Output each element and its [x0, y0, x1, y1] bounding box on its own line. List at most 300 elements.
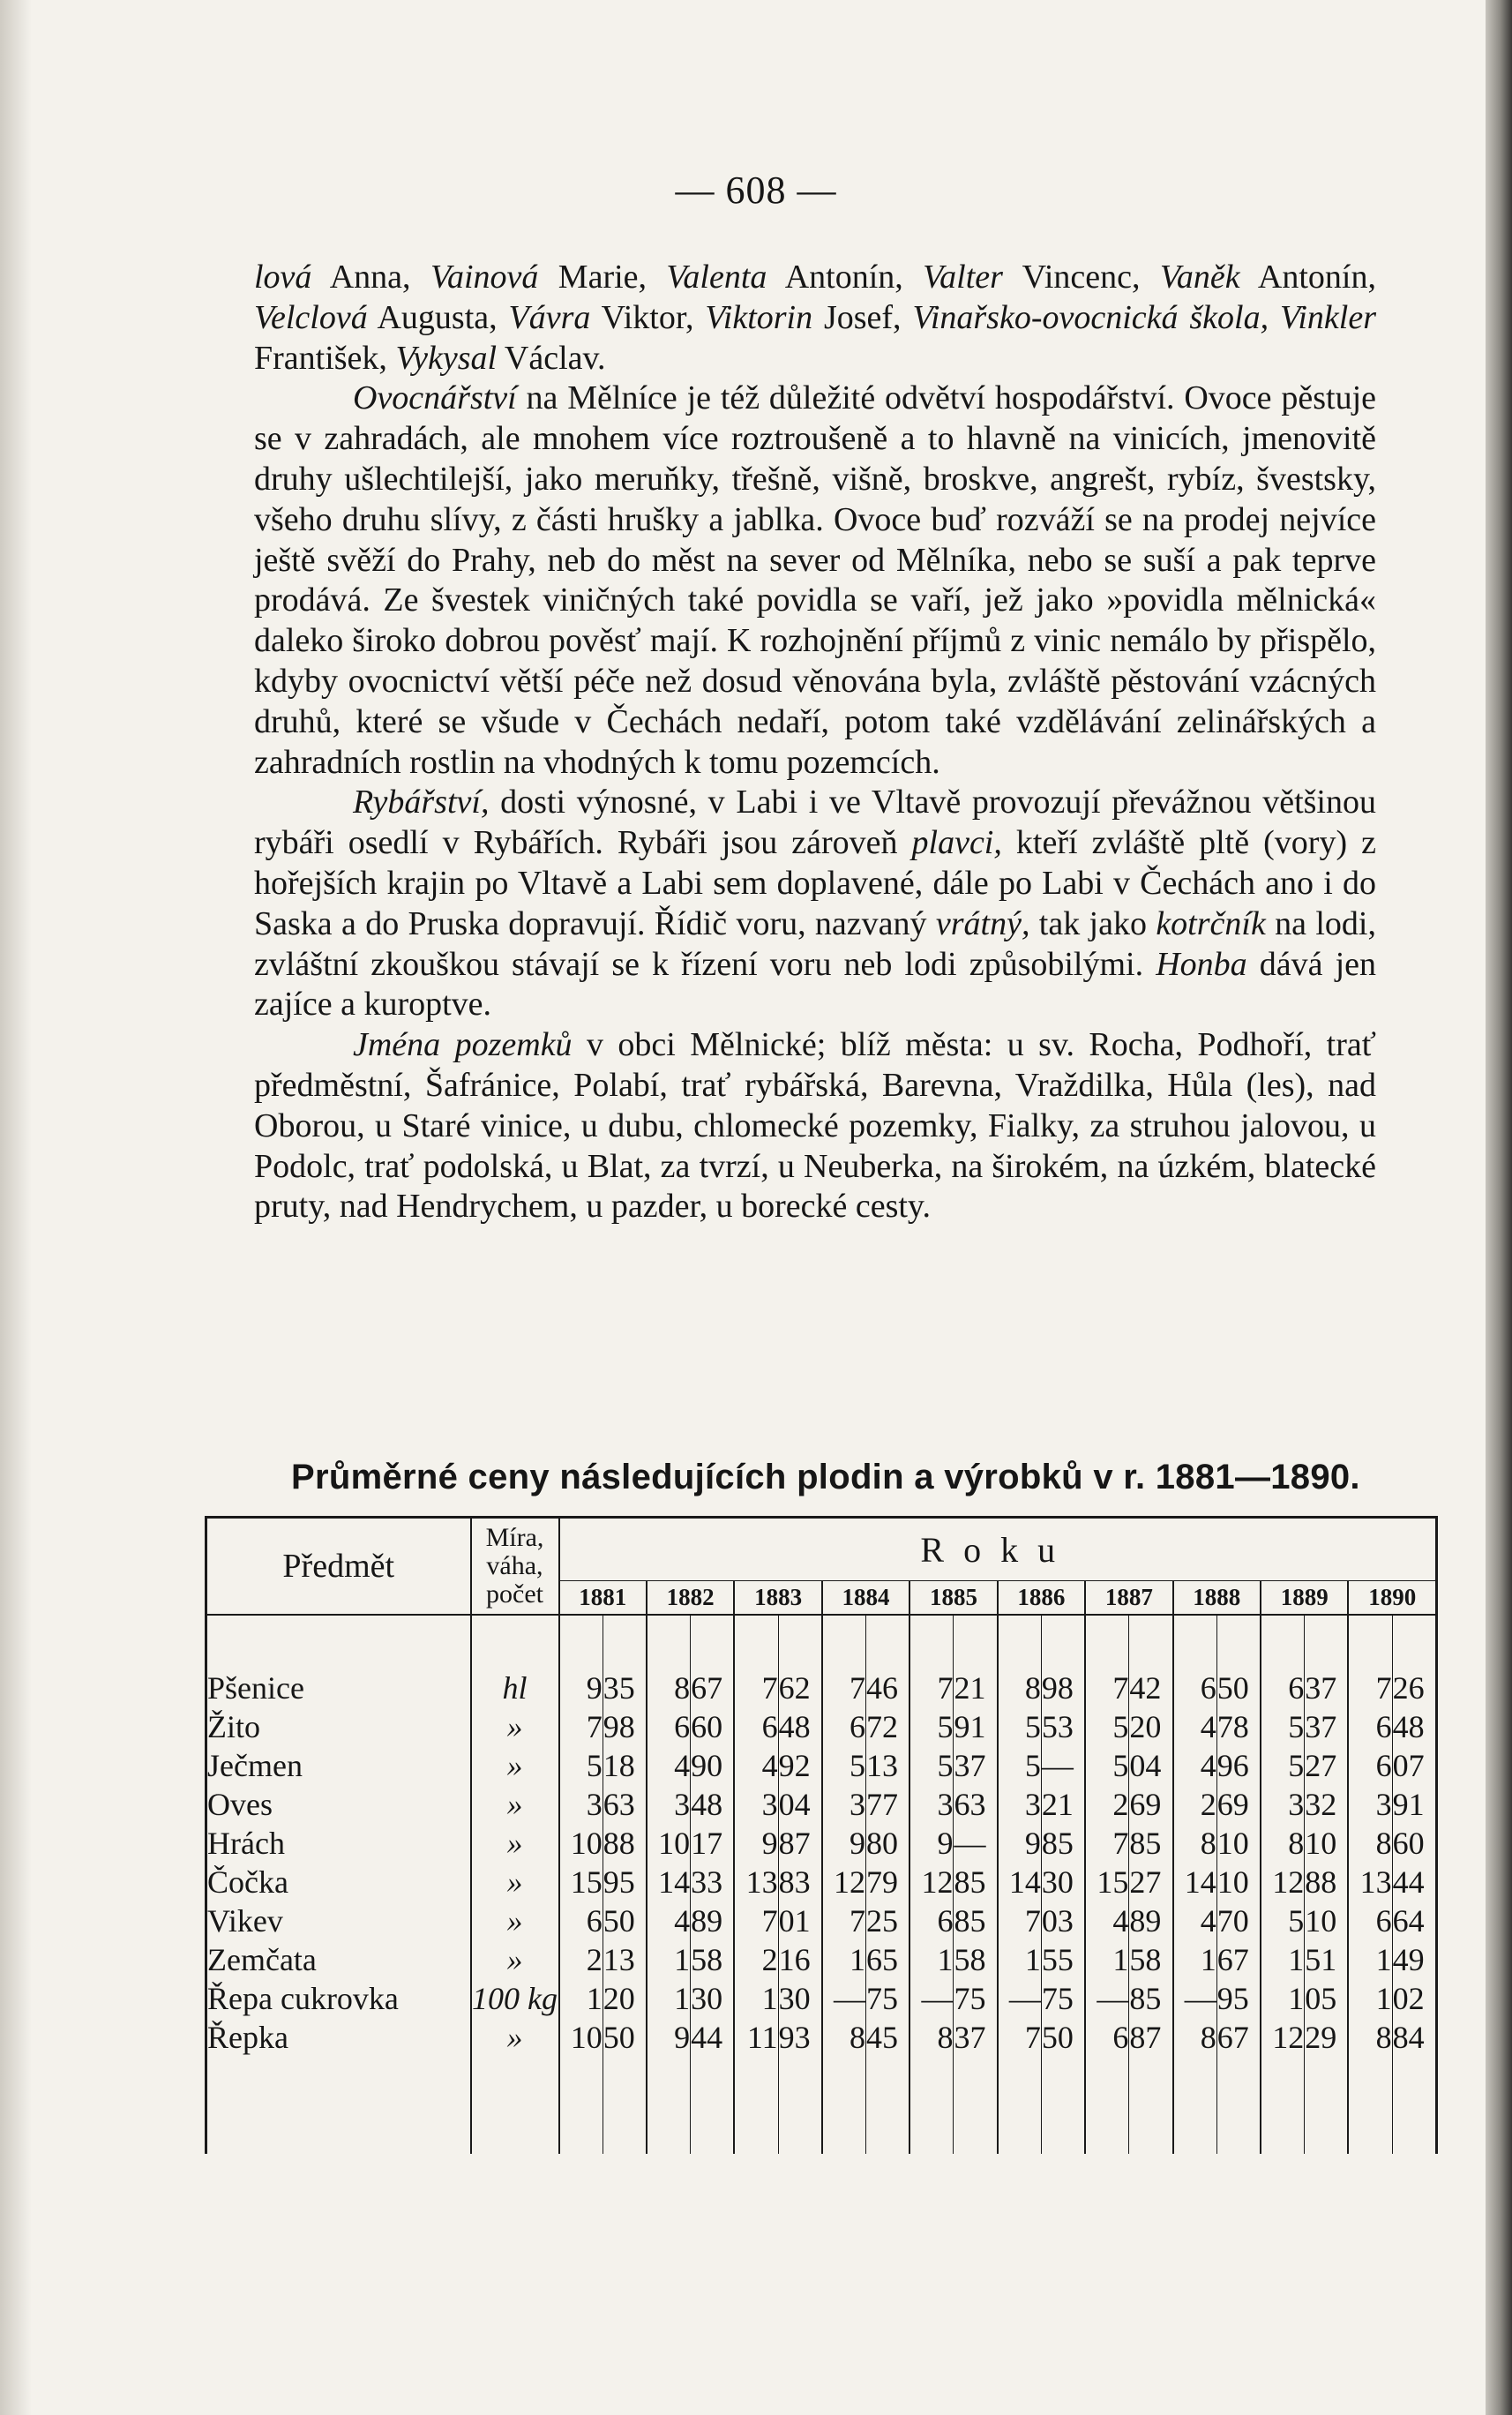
- price-whole: 1: [1261, 1979, 1305, 2018]
- spacer-cell: [1216, 1615, 1261, 1669]
- price-fraction: 75: [866, 1979, 910, 2018]
- price-whole: —: [1085, 1979, 1129, 2018]
- year-header: 1887: [1085, 1581, 1172, 1615]
- price-fraction: 93: [778, 2018, 822, 2057]
- price-whole: 12: [909, 1863, 954, 1901]
- italic-term: plavci,: [911, 824, 1002, 862]
- text-run: na lodi, zvláštní zkouškou stávají se k řízení voru neb lodi způsobilými.: [254, 904, 1376, 983]
- price-whole: 7: [1085, 1669, 1129, 1707]
- page-number: — 608 —: [675, 169, 837, 212]
- price-fraction: 01: [778, 1901, 822, 1940]
- price-fraction: 45: [866, 2018, 910, 2057]
- price-fraction: 10: [1305, 1901, 1349, 1940]
- price-whole: 9: [998, 1824, 1042, 1863]
- price-fraction: 75: [954, 1979, 998, 2018]
- price-fraction: 17: [691, 1824, 735, 1863]
- row-subject: Hrách: [206, 1824, 471, 1863]
- price-whole: 9: [647, 2018, 691, 2057]
- price-fraction: 35: [603, 1669, 647, 1707]
- price-whole: 1: [1173, 1940, 1217, 1979]
- text-run: Václav.: [497, 339, 606, 377]
- price-fraction: 48: [691, 1785, 735, 1824]
- price-whole: 3: [647, 1785, 691, 1824]
- price-fraction: 37: [1305, 1707, 1349, 1746]
- italic-term: Valenta: [666, 259, 767, 296]
- text-run: Vincenc,: [1002, 259, 1160, 296]
- price-whole: 10: [559, 1824, 603, 1863]
- spacer-cell: [1348, 1615, 1392, 1669]
- italic-term: kotrčník: [1156, 904, 1266, 942]
- price-fraction: 48: [1392, 1707, 1436, 1746]
- price-fraction: 46: [866, 1669, 910, 1707]
- price-fraction: 87: [1129, 2018, 1173, 2057]
- price-whole: 3: [1348, 1785, 1392, 1824]
- price-fraction: 96: [1216, 1746, 1261, 1785]
- italic-term: Honba: [1156, 945, 1247, 983]
- price-fraction: 16: [778, 1940, 822, 1979]
- price-whole: 1: [647, 1979, 691, 2018]
- text-run: Marie,: [538, 259, 667, 296]
- price-fraction: 67: [691, 1669, 735, 1707]
- row-unit: 100 kg: [472, 1981, 558, 2016]
- row-subject: Zemčata: [206, 1940, 471, 1979]
- price-whole: 1: [734, 1979, 778, 2018]
- price-whole: 10: [559, 2018, 603, 2057]
- paragraph: [254, 258, 1376, 379]
- price-fraction: 33: [691, 1863, 735, 1901]
- price-fraction: 62: [778, 1669, 822, 1707]
- price-fraction: 05: [1305, 1979, 1349, 2018]
- year-header: 1881: [559, 1581, 647, 1615]
- price-whole: 6: [1085, 2018, 1129, 2057]
- price-fraction: 25: [866, 1901, 910, 1940]
- padding-cell: [734, 2057, 778, 2154]
- price-whole: 14: [647, 1863, 691, 1901]
- italic-term: Velclová: [254, 298, 368, 336]
- padding-cell: [1305, 2057, 1349, 2154]
- price-fraction: 83: [778, 1863, 822, 1901]
- text-run: kteří zvláště pltě (vory) z hořejších krajin po Vltavě a Labi sem doplavené, dále po Labi v Čechách ano i do Saska a do Pruska dopravují. Řídič voru, nazvaný: [254, 824, 1376, 942]
- price-fraction: 50: [1041, 2018, 1085, 2057]
- price-whole: 5: [998, 1746, 1042, 1785]
- italic-term: Ovocnářství: [353, 379, 517, 417]
- paragraph: [254, 379, 1376, 783]
- price-whole: 9: [734, 1824, 778, 1863]
- price-fraction: 30: [1041, 1863, 1085, 1901]
- body-text: [254, 258, 1376, 1227]
- italic-term: Vaněk: [1159, 259, 1240, 296]
- price-whole: 3: [822, 1785, 866, 1824]
- price-fraction: 85: [1041, 1824, 1085, 1863]
- price-whole: 13: [1348, 1863, 1392, 1901]
- spacer-cell: [822, 1615, 866, 1669]
- padding-cell: [1348, 2057, 1392, 2154]
- price-whole: 15: [1085, 1863, 1129, 1901]
- price-fraction: 75: [1041, 1979, 1085, 2018]
- price-fraction: 67: [1216, 1940, 1261, 1979]
- price-whole: 1: [1348, 1940, 1392, 1979]
- price-whole: 6: [822, 1707, 866, 1746]
- padding-cell: [954, 2057, 998, 2154]
- row-subject: Oves: [206, 1785, 471, 1824]
- price-fraction: 29: [1305, 2018, 1349, 2057]
- price-whole: —: [1173, 1979, 1217, 2018]
- price-whole: 4: [1173, 1707, 1217, 1746]
- price-fraction: 10: [1216, 1863, 1261, 1901]
- price-fraction: 98: [603, 1707, 647, 1746]
- italic-term: Viktorin: [705, 298, 813, 336]
- padding-cell: [1041, 2057, 1085, 2154]
- price-whole: 1: [909, 1940, 954, 1979]
- price-fraction: 30: [691, 1979, 735, 2018]
- italic-term: lová: [254, 259, 312, 296]
- price-fraction: 30: [778, 1979, 822, 2018]
- price-whole: 15: [559, 1863, 603, 1901]
- price-fraction: 44: [691, 2018, 735, 2057]
- price-whole: 4: [647, 1746, 691, 1785]
- text-run: František,: [254, 339, 396, 377]
- price-fraction: 89: [691, 1901, 735, 1940]
- table-title: Průměrné ceny následujících plodin a výrobků v r. 1881—1890.: [291, 1458, 1360, 1496]
- price-fraction: 48: [778, 1707, 822, 1746]
- price-fraction: 50: [603, 2018, 647, 2057]
- text-run: Viktor,: [590, 298, 706, 336]
- spacer-cell: [1173, 1615, 1217, 1669]
- price-fraction: 65: [866, 1940, 910, 1979]
- price-fraction: 84: [1392, 2018, 1436, 2057]
- table-row: [206, 1824, 1437, 1863]
- spacer-cell: [471, 1615, 559, 1669]
- price-whole: 14: [1173, 1863, 1217, 1901]
- price-whole: 1: [647, 1940, 691, 1979]
- row-subject: Ječmen: [206, 1746, 471, 1785]
- price-whole: 7: [1085, 1824, 1129, 1863]
- price-fraction: 51: [1305, 1940, 1349, 1979]
- year-header: 1890: [1348, 1581, 1436, 1615]
- price-fraction: 49: [1392, 1940, 1436, 1979]
- text-run: na Mělníce je též důležité odvětví hospodářství. Ovoce pěstuje se v zahradách, ale mnohem více roztroušeně a to hlavně na vinicích, jmenovitě druhy ušlechtilejší, jako meruňky, třešně, višně, broskve, angrešt, rybíz, švestsky, všeho druhu slívy, z části hrušky a jablka. Ovoce buď rozváží se na prodej nejvíce ještě svěží do Prahy, neb do měst na sever od Mělníka, nebo se suší a pak teprve prodává. Ze švestek viničných také povidla se vaří, jež jako »povidla mělnická« daleko široko dobrou pověsť mají. K rozhojnění příjmů z vinic nemálo by přispělo, kdyby ovocnictví větší péče než dosud věnována byla, zvláště pěstování vzácných druhů, které se všude v Čechách nedaří, potom také vzdělávání zelinářských a zahradních rostlin na vhodných k tomu pozemcích.: [254, 379, 1376, 781]
- spacer-cell: [559, 1615, 603, 1669]
- price-whole: 9: [822, 1824, 866, 1863]
- price-whole: 12: [1261, 1863, 1305, 1901]
- price-fraction: 78: [1216, 1707, 1261, 1746]
- price-fraction: 03: [1041, 1901, 1085, 1940]
- padding-cell: [822, 2057, 866, 2154]
- price-whole: 7: [559, 1707, 603, 1746]
- italic-term: Vykysal: [395, 339, 498, 377]
- price-whole: 4: [1173, 1746, 1217, 1785]
- spacer-cell: [647, 1615, 691, 1669]
- price-whole: 1: [559, 1979, 603, 2018]
- price-fraction: 58: [954, 1940, 998, 1979]
- price-whole: 8: [998, 1669, 1042, 1707]
- text-run: dosti výnosné, v Labi i ve Vltavě provozují převážnou většinou rybáři osedlí v Rybářích. Rybáři jsou zároveň: [254, 784, 1376, 862]
- price-fraction: —: [954, 1824, 998, 1863]
- price-whole: 13: [734, 1863, 778, 1901]
- price-fraction: 95: [603, 1863, 647, 1901]
- year-header: 1882: [647, 1581, 734, 1615]
- row-unit: »: [471, 1707, 559, 1746]
- price-fraction: 72: [866, 1707, 910, 1746]
- price-fraction: 21: [1041, 1785, 1085, 1824]
- table-row: [206, 1940, 1437, 1979]
- padding-cell: [1392, 2057, 1436, 2154]
- price-fraction: 37: [954, 2018, 998, 2057]
- price-whole: 8: [909, 2018, 954, 2057]
- price-whole: 4: [734, 1746, 778, 1785]
- padding-cell: [1261, 2057, 1305, 2154]
- table-row: [206, 1979, 1437, 2018]
- padding-cell: [778, 2057, 822, 2154]
- page-edge: [1486, 0, 1512, 2415]
- header-subject: Předmět: [206, 1518, 471, 1616]
- price-fraction: 64: [1392, 1901, 1436, 1940]
- price-whole: 1: [1085, 1940, 1129, 1979]
- italic-term: Vávra: [508, 298, 591, 336]
- price-whole: 7: [734, 1669, 778, 1707]
- price-whole: 2: [1173, 1785, 1217, 1824]
- text-run: Josef,: [812, 298, 913, 336]
- header-years: Roku: [559, 1518, 1437, 1581]
- price-fraction: 90: [691, 1746, 735, 1785]
- price-whole: 3: [998, 1785, 1042, 1824]
- price-fraction: 44: [1392, 1863, 1436, 1901]
- padding-cell: [998, 2057, 1042, 2154]
- price-fraction: 02: [1392, 1979, 1436, 2018]
- price-whole: 6: [1348, 1707, 1392, 1746]
- table-row: [206, 1901, 1437, 1940]
- price-fraction: 10: [1305, 1824, 1349, 1863]
- padding-cell: [1129, 2057, 1173, 2154]
- row-subject: Čočka: [206, 1863, 471, 1901]
- year-header: 1885: [909, 1581, 997, 1615]
- price-whole: 7: [822, 1669, 866, 1707]
- row-unit: »: [471, 1746, 559, 1785]
- price-fraction: 27: [1129, 1863, 1173, 1901]
- price-whole: 5: [1261, 1746, 1305, 1785]
- padding-cell: [471, 2057, 559, 2154]
- price-whole: 6: [1348, 1746, 1392, 1785]
- price-whole: 4: [1173, 1901, 1217, 1940]
- text-run: v obci Mělnické; blíž města: u sv. Rocha, Podhoří, trať předměstní, Šafránice, Polabí, trať rybářská, Barevna, Vraždilka, Hůla (les), nad Oborou, u Staré vinice, u dubu, chlomecké pozemky, Fialky, za struhou jalovou, u Podolc, trať podolská, u Blat, za tvrzí, u Neuberka, na širokém, na úzkém, blatecké pruty, nad Hendrychem, u pazder, u borecké cesty.: [254, 1026, 1376, 1226]
- table-row: [206, 1863, 1437, 1901]
- italic-term: Jména pozemků: [353, 1026, 573, 1064]
- price-whole: 2: [1085, 1785, 1129, 1824]
- paragraph: [254, 1025, 1376, 1227]
- price-whole: 1: [1348, 1979, 1392, 2018]
- price-whole: 6: [647, 1707, 691, 1746]
- price-whole: 7: [822, 1901, 866, 1940]
- price-fraction: 27: [1305, 1746, 1349, 1785]
- spacer-cell: [206, 1615, 471, 1669]
- price-fraction: 85: [954, 1901, 998, 1940]
- row-unit: »: [471, 2018, 559, 2057]
- padding-cell: [647, 2057, 691, 2154]
- price-fraction: 55: [1041, 1940, 1085, 1979]
- price-whole: 1: [822, 1940, 866, 1979]
- spacer-cell: [1392, 1615, 1436, 1669]
- price-fraction: 37: [954, 1746, 998, 1785]
- italic-term: Vainová: [430, 259, 539, 296]
- row-subject: Vikev: [206, 1901, 471, 1940]
- row-subject: Žito: [206, 1707, 471, 1746]
- year-header: 1884: [822, 1581, 909, 1615]
- row-subject: Pšenice: [206, 1669, 471, 1707]
- price-whole: 7: [1348, 1669, 1392, 1707]
- price-whole: 8: [647, 1669, 691, 1707]
- year-header: 1888: [1173, 1581, 1261, 1615]
- price-whole: 8: [1261, 1824, 1305, 1863]
- price-fraction: 80: [866, 1824, 910, 1863]
- row-unit: »: [471, 1785, 559, 1824]
- price-whole: 7: [998, 1901, 1042, 1940]
- price-whole: 5: [1085, 1707, 1129, 1746]
- price-whole: 6: [1173, 1669, 1217, 1707]
- padding-cell: [1173, 2057, 1217, 2154]
- price-whole: 8: [1348, 2018, 1392, 2057]
- price-whole: 8: [822, 2018, 866, 2057]
- spacer-cell: [909, 1615, 954, 1669]
- price-whole: 5: [822, 1746, 866, 1785]
- padding-cell: [559, 2057, 603, 2154]
- price-whole: 10: [647, 1824, 691, 1863]
- italic-term: Valter: [923, 259, 1003, 296]
- price-fraction: 37: [1305, 1669, 1349, 1707]
- price-fraction: 69: [1129, 1785, 1173, 1824]
- price-fraction: 13: [866, 1746, 910, 1785]
- spacer-cell: [998, 1615, 1042, 1669]
- price-whole: 1: [998, 1940, 1042, 1979]
- price-whole: —: [822, 1979, 866, 2018]
- year-header: 1883: [734, 1581, 821, 1615]
- price-fraction: 42: [1129, 1669, 1173, 1707]
- price-whole: 3: [1261, 1785, 1305, 1824]
- price-whole: 7: [998, 2018, 1042, 2057]
- price-whole: 4: [1085, 1901, 1129, 1940]
- price-whole: 8: [1173, 1824, 1217, 1863]
- italic-term: vrátný,: [935, 904, 1030, 942]
- price-fraction: 69: [1216, 1785, 1261, 1824]
- price-whole: 3: [909, 1785, 954, 1824]
- price-whole: 5: [1085, 1746, 1129, 1785]
- spacer-cell: [1041, 1615, 1085, 1669]
- row-unit: »: [471, 1901, 559, 1940]
- spacer-cell: [734, 1615, 778, 1669]
- price-fraction: 67: [1216, 2018, 1261, 2057]
- year-header: 1886: [998, 1581, 1085, 1615]
- header-unit-line: počet: [486, 1579, 543, 1609]
- table-bottom-padding: [206, 2057, 1437, 2154]
- price-fraction: 63: [603, 1785, 647, 1824]
- price-fraction: 07: [1392, 1746, 1436, 1785]
- price-whole: 6: [559, 1901, 603, 1940]
- price-fraction: 50: [1216, 1669, 1261, 1707]
- price-fraction: 60: [1392, 1824, 1436, 1863]
- header-unit-line: Míra,: [485, 1523, 544, 1552]
- price-whole: 8: [1173, 2018, 1217, 2057]
- padding-cell: [909, 2057, 954, 2154]
- price-fraction: 87: [778, 1824, 822, 1863]
- italic-term: Vinařsko-ovocnická škola, Vinkler: [912, 298, 1376, 336]
- price-whole: 5: [909, 1707, 954, 1746]
- row-unit: hl: [471, 1669, 559, 1707]
- table-row: [206, 1707, 1437, 1746]
- price-fraction: 70: [1216, 1901, 1261, 1940]
- price-whole: 7: [734, 1901, 778, 1940]
- price-whole: —: [909, 1979, 954, 2018]
- price-whole: 9: [909, 1824, 954, 1863]
- spacer-cell: [778, 1615, 822, 1669]
- price-whole: 7: [909, 1669, 954, 1707]
- spacer-cell: [1261, 1615, 1305, 1669]
- padding-cell: [206, 2057, 471, 2154]
- price-fraction: 26: [1392, 1669, 1436, 1707]
- spacer-cell: [954, 1615, 998, 1669]
- price-fraction: 50: [603, 1901, 647, 1940]
- price-fraction: 20: [1129, 1707, 1173, 1746]
- price-fraction: 95: [1216, 1979, 1261, 2018]
- price-fraction: 85: [954, 1863, 998, 1901]
- spacer-cell: [1085, 1615, 1129, 1669]
- table-row: [206, 1669, 1437, 1707]
- price-fraction: 10: [1216, 1824, 1261, 1863]
- price-whole: 6: [734, 1707, 778, 1746]
- padding-cell: [866, 2057, 910, 2154]
- price-whole: 5: [559, 1746, 603, 1785]
- price-whole: 3: [559, 1785, 603, 1824]
- price-whole: 2: [559, 1940, 603, 1979]
- text-run: tak jako: [1029, 904, 1156, 942]
- table-row: [206, 1785, 1437, 1824]
- price-fraction: 79: [866, 1863, 910, 1901]
- table-row: [206, 2018, 1437, 2057]
- price-fraction: 20: [603, 1979, 647, 2018]
- paragraph: [254, 783, 1376, 1025]
- text-run: Antonín,: [1239, 259, 1376, 296]
- price-table: [205, 1516, 1438, 2154]
- price-fraction: 88: [1305, 1863, 1349, 1901]
- price-fraction: 21: [954, 1669, 998, 1707]
- header-unit-line: váha,: [486, 1551, 543, 1580]
- price-whole: 8: [1348, 1824, 1392, 1863]
- price-whole: 9: [559, 1669, 603, 1707]
- price-whole: 6: [909, 1901, 954, 1940]
- spacer-cell: [866, 1615, 910, 1669]
- spine-shadow: [0, 0, 32, 2415]
- price-fraction: 85: [1129, 1824, 1173, 1863]
- price-whole: 5: [1261, 1901, 1305, 1940]
- price-fraction: 04: [1129, 1746, 1173, 1785]
- price-fraction: 77: [866, 1785, 910, 1824]
- italic-term: Rybářství,: [353, 784, 490, 821]
- price-whole: 3: [734, 1785, 778, 1824]
- price-fraction: —: [1041, 1746, 1085, 1785]
- row-unit: »: [471, 1940, 559, 1979]
- price-fraction: 60: [691, 1707, 735, 1746]
- price-fraction: 53: [1041, 1707, 1085, 1746]
- price-fraction: 13: [603, 1940, 647, 1979]
- padding-cell: [1085, 2057, 1129, 2154]
- row-unit: »: [471, 1824, 559, 1863]
- price-fraction: 58: [691, 1940, 735, 1979]
- spacer-cell: [1129, 1615, 1173, 1669]
- spacer-cell: [691, 1615, 735, 1669]
- price-fraction: 32: [1305, 1785, 1349, 1824]
- price-fraction: 91: [954, 1707, 998, 1746]
- price-fraction: 98: [1041, 1669, 1085, 1707]
- row-subject: Řepka: [206, 2018, 471, 2057]
- price-whole: 6: [1261, 1669, 1305, 1707]
